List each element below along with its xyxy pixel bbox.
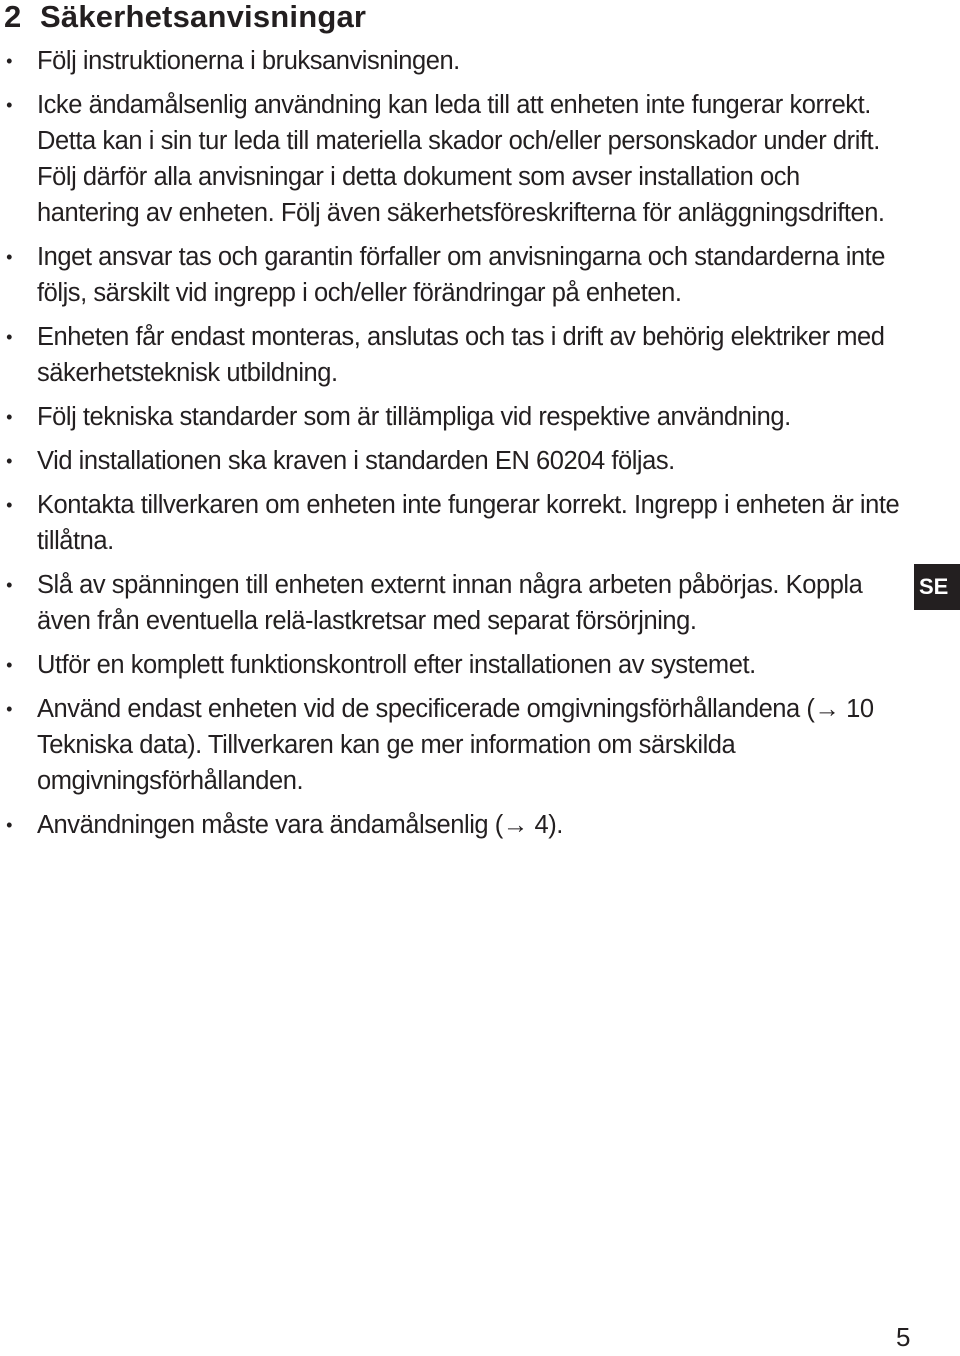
list-item: [0, 443, 905, 479]
list-item: [0, 239, 905, 311]
list-item: [0, 319, 905, 391]
bullet-icon: •: [6, 95, 12, 115]
bullet-icon: •: [6, 327, 12, 347]
bullet-icon: •: [6, 407, 12, 427]
list-item-text: Använd endast enheten vid de specificerade omgivningsförhållandena (→ 10 Tekniska data). Tillverkaren kan ge mer information om särskilda omgivningsförhållanden.: [37, 695, 874, 795]
section-number: 2: [4, 0, 22, 34]
bullet-icon: •: [6, 451, 12, 471]
list-item-text: Vid installationen ska kraven i standarden EN 60204 följas.: [37, 447, 675, 475]
list-item: [0, 807, 905, 843]
safety-instruction-list: [0, 43, 905, 851]
bullet-icon: •: [6, 247, 12, 267]
list-item: [0, 43, 905, 79]
bullet-icon: •: [6, 655, 12, 675]
bullet-icon: •: [6, 699, 12, 719]
list-item: [0, 399, 905, 435]
list-item-text: Utför en komplett funktionskontroll efter installationen av systemet.: [37, 651, 756, 679]
list-item: [0, 487, 905, 559]
list-item-text: Icke ändamålsenlig användning kan leda till att enheten inte fungerar korrekt. Detta kan i sin tur leda till materiella skador och/eller personskador under drift. Följ därför alla anvisningar i detta dokument som avser installation och hantering av enheten. Följ även säkerhetsföreskrifterna för anläggningsdriften.: [37, 91, 885, 227]
list-item-text: Följ instruktionerna i bruksanvisningen.: [37, 47, 460, 75]
bullet-icon: •: [6, 815, 12, 835]
language-tab: SE: [914, 564, 960, 610]
bullet-icon: •: [6, 495, 12, 515]
list-item-text: Följ tekniska standarder som är tillämpliga vid respektive användning.: [37, 403, 791, 431]
list-item: [0, 567, 905, 639]
bullet-icon: •: [6, 51, 12, 71]
bullet-icon: •: [6, 575, 12, 595]
section-title: Säkerhetsanvisningar: [40, 0, 367, 34]
list-item-text: Enheten får endast monteras, anslutas och tas i drift av behörig elektriker med säkerhetsteknisk utbildning.: [37, 323, 885, 387]
list-item-text: Inget ansvar tas och garantin förfaller om anvisningarna och standarderna inte följs, särskilt vid ingrepp i och/eller förändringar på enheten.: [37, 243, 886, 307]
list-item: [0, 647, 905, 683]
list-item-text: Slå av spänningen till enheten externt innan några arbeten påbörjas. Koppla även från eventuella relä-lastkretsar med separat försörjning.: [37, 571, 863, 635]
list-item-text: Användningen måste vara ändamålsenlig (→ 4).: [37, 811, 563, 839]
section-heading: [4, 0, 366, 34]
list-item: [0, 691, 905, 799]
list-item: [0, 87, 905, 231]
list-item-text: Kontakta tillverkaren om enheten inte fungerar korrekt. Ingrepp i enheten är inte tillåtna.: [37, 491, 900, 555]
page-number: 5: [896, 1322, 911, 1352]
